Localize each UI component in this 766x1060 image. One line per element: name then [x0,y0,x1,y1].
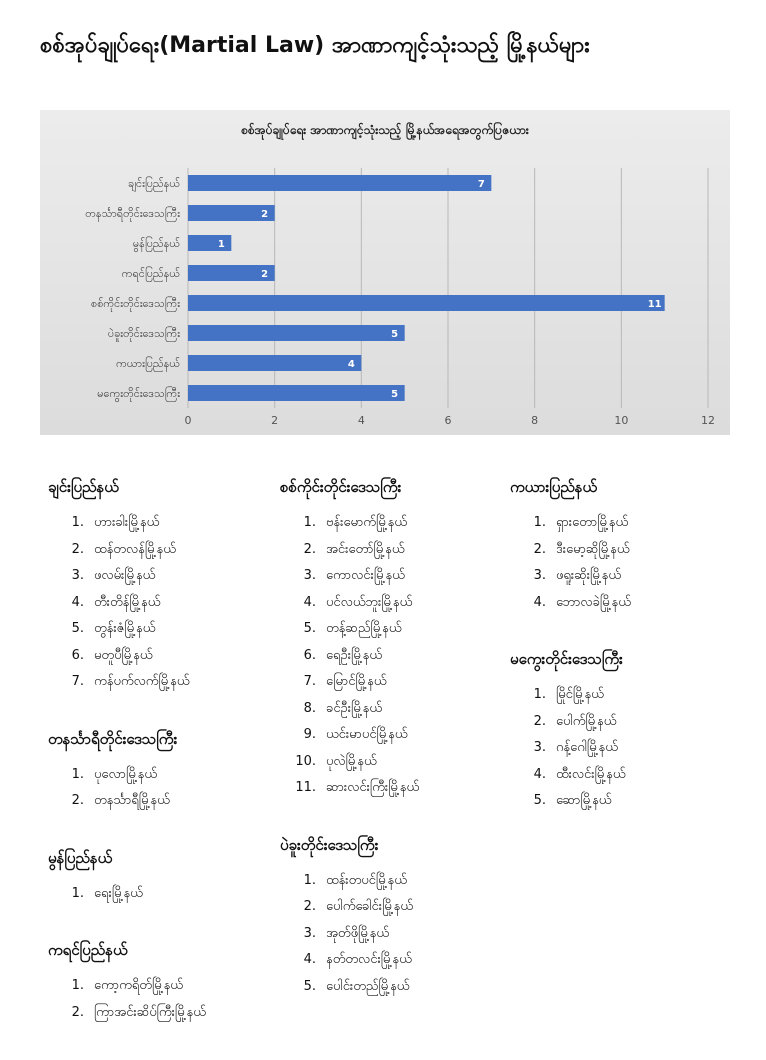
list-number: 2. [533,713,546,729]
list-number: 7. [71,674,84,689]
data-label: 11 [647,299,662,310]
list-item [48,669,298,696]
list-number: 1. [533,687,546,702]
list-number: 3. [533,740,546,755]
data-label: 7 [477,179,485,190]
list-number: 10. [295,753,316,769]
list-item [48,1000,298,1027]
list-column-3 [510,478,760,849]
list-item [48,788,298,815]
region-title: ကရင်ပြည်နယ် [48,941,128,959]
category-label: စစ်ကိုင်းတိုင်းဒေသကြီး [91,297,180,310]
list-number: 5. [303,621,316,636]
list-item [280,669,530,696]
township-name: ဖလမ်းမြို့နယ် [94,568,156,583]
region-title: ပဲခူးတိုင်းဒေသကြီး [280,835,379,854]
township-name: ကော့ကရိတ်မြို့နယ် [94,978,183,993]
list-number: 1. [71,766,84,782]
list-item [280,775,530,802]
township-name: မြောင်မြို့နယ် [326,674,387,689]
list-number: 4. [303,952,316,967]
chart-title: စစ်အုပ်ချုပ်ရေး အာဏာကျင့်သုံးသည့် မြို့နယ်အရေအတွက်ပြဇယား [241,123,529,137]
list-number: 2. [533,541,546,557]
list-item [510,682,760,709]
list-number: 3. [71,568,84,583]
region-group [280,478,530,802]
region-title: မွန်ပြည်နယ် [48,848,113,867]
list-item [48,643,298,670]
township-name: ရှားတောမြို့နယ် [556,515,629,530]
list-number: 1. [71,978,84,993]
list-item [510,563,760,590]
data-label: 5 [391,329,399,340]
region-group [510,478,760,616]
category-label: ချင်းပြည်နယ် [128,177,180,190]
township-name: အင်းတော်မြို့နယ် [326,541,405,557]
list-item [280,563,530,590]
category-label: မွန်ပြည်နယ် [132,237,180,250]
list-number: 5. [533,793,546,808]
list-number: 3. [303,925,316,941]
township-name: ရေးမြို့နယ် [94,885,143,901]
township-list [48,510,298,696]
list-item [510,735,760,762]
region-group [510,650,760,815]
x-tick-label: 12 [701,414,715,427]
list-number: 4. [71,594,84,610]
region-title: စစ်ကိုင်းတိုင်းဒေသကြီး [280,478,402,496]
list-item [280,616,530,643]
list-number: 1. [71,885,84,901]
list-item [48,537,298,564]
list-number: 5. [71,621,84,636]
township-lists [0,478,766,1018]
list-item [280,974,530,1001]
township-name: မတူပီမြို့နယ် [94,647,153,663]
list-item [280,643,530,670]
list-column-1 [48,478,298,1060]
bar [188,235,231,251]
list-number: 4. [533,594,546,610]
township-name: ပုလဲမြို့နယ် [326,753,377,769]
township-list [48,881,298,908]
list-number: 1. [303,515,316,530]
data-label: 2 [261,209,269,220]
list-number: 11. [295,780,316,795]
township-name: ဟားခါးမြို့နယ် [94,515,160,530]
township-name: ဆားလင်းကြီးမြို့နယ် [326,780,420,795]
list-item [48,510,298,537]
list-number: 6. [71,647,84,663]
region-group [48,730,298,815]
list-item [280,722,530,749]
x-tick-label: 6 [444,414,452,427]
list-item [280,696,530,723]
township-name: ရေဦးမြို့နယ် [326,647,382,663]
list-item [280,868,530,895]
list-item [280,537,530,564]
township-name: ပင်လယ်ဘူးမြို့နယ် [326,594,413,610]
list-item [280,510,530,537]
township-name: ဖရူးဆိုးမြို့နယ် [556,568,622,583]
data-label: 2 [261,269,269,280]
list-number: 4. [303,594,316,610]
x-tick-label: 4 [357,414,365,427]
list-item [280,749,530,776]
list-item [280,921,530,948]
list-number: 7. [303,674,316,689]
bar-chart [40,110,730,435]
township-name: ဒီးမော့ဆိုမြို့နယ် [556,541,630,557]
page-title: စစ်အုပ်ချုပ်ရေး(Martial Law) အာဏာကျင့်သုံးသည့် မြို့နယ်များ [40,33,590,58]
bar [188,175,491,191]
category-label: ကယားပြည်နယ် [116,357,180,370]
region-group [48,941,298,1026]
township-name: ကောလင်းမြို့နယ် [326,568,405,583]
list-item [48,973,298,1000]
region-title: ချင်းပြည်နယ် [48,478,119,496]
list-item [48,590,298,617]
list-number: 4. [533,766,546,782]
list-number: 2. [303,899,316,914]
list-number: 9. [303,727,316,742]
chart-panel [40,110,730,435]
township-list [48,762,298,815]
township-name: အုတ်ဖိုမြို့နယ် [326,925,389,941]
list-item [280,894,530,921]
list-number: 1. [71,515,84,530]
region-title: မကွေးတိုင်းဒေသကြီး [510,650,623,668]
township-name: ပေါင်းတည်မြို့နယ် [326,978,410,994]
township-name: မြိုင်မြို့နယ် [556,687,604,702]
x-tick-label: 8 [531,414,539,427]
list-item [48,762,298,789]
category-label: ပဲခူးတိုင်းဒေသကြီး [107,327,180,340]
township-name: ယင်းမာပင်မြို့နယ် [326,727,408,742]
data-label: 5 [391,389,399,400]
category-label: ကရင်ပြည်နယ် [121,267,180,280]
region-group [48,849,298,908]
list-number: 6. [303,647,316,663]
bar [188,355,361,371]
list-number: 2. [71,1004,84,1020]
township-name: ပုလောမြို့နယ် [94,766,157,782]
township-name: တီးတိန်မြို့နယ် [94,594,161,610]
township-list [280,510,530,802]
township-name: ကြာအင်းဆိပ်ကြီးမြို့နယ် [94,1004,206,1020]
township-name: ထန်းတပင်မြို့နယ် [326,872,407,888]
list-column-2 [280,478,530,1034]
list-item [510,590,760,617]
township-name: တန့်ဆည်မြို့နယ် [326,621,402,636]
township-list [280,868,530,1001]
list-item [510,762,760,789]
township-name: ပေါက်မြို့နယ် [556,713,617,729]
township-list [48,973,298,1026]
township-name: ဂန့်ဂေါမြို့နယ် [556,740,618,755]
x-tick-label: 2 [271,414,279,427]
township-name: တွန်းဇံမြို့နယ် [94,621,156,636]
list-number: 2. [71,541,84,557]
region-title: တနင်္သာရီတိုင်းဒေသကြီး [48,729,178,748]
list-item [510,510,760,537]
list-number: 8. [303,700,316,716]
township-list [510,510,760,616]
township-name: ကန်ပက်လက်မြို့နယ် [94,674,190,689]
township-list [510,682,760,815]
township-name: ခင်ဦးမြို့နယ် [326,700,382,716]
list-number: 2. [71,793,84,808]
list-number: 3. [533,568,546,583]
bar [188,295,665,311]
bar [188,325,405,341]
township-name: ပေါက်ခေါင်းမြို့နယ် [326,899,414,914]
township-name: ထီးလင်းမြို့နယ် [556,766,626,782]
list-item [510,537,760,564]
bar [188,385,405,401]
data-label: 1 [217,239,225,250]
list-item [48,881,298,908]
list-number: 1. [533,515,546,530]
region-group [48,478,298,696]
x-tick-label: 0 [184,414,192,427]
list-item [510,788,760,815]
list-number: 3. [303,568,316,583]
list-item [280,590,530,617]
data-label: 4 [347,359,355,370]
township-name: ထန်တလန်မြို့နယ် [94,541,176,557]
township-name: ဘောလခဲမြို့နယ် [556,594,631,610]
list-item [48,563,298,590]
x-tick-label: 10 [614,414,629,427]
list-item [280,947,530,974]
township-name: ဆောမြို့နယ် [556,793,612,808]
township-name: တနင်္သာရီမြို့နယ် [94,793,170,808]
list-number: 1. [303,872,316,888]
township-name: ဗန်းမောက်မြို့နယ် [326,515,407,530]
list-number: 2. [303,541,316,557]
category-label: တနင်္သာရီတိုင်းဒေသကြီး [85,207,180,220]
list-item [48,616,298,643]
list-item [510,709,760,736]
region-title: ကယားပြည်နယ် [510,478,598,496]
category-label: မကွေးတိုင်းဒေသကြီး [97,387,180,400]
region-group [280,836,530,1001]
list-number: 5. [303,978,316,994]
township-name: နတ်တလင်းမြို့နယ် [326,952,412,967]
